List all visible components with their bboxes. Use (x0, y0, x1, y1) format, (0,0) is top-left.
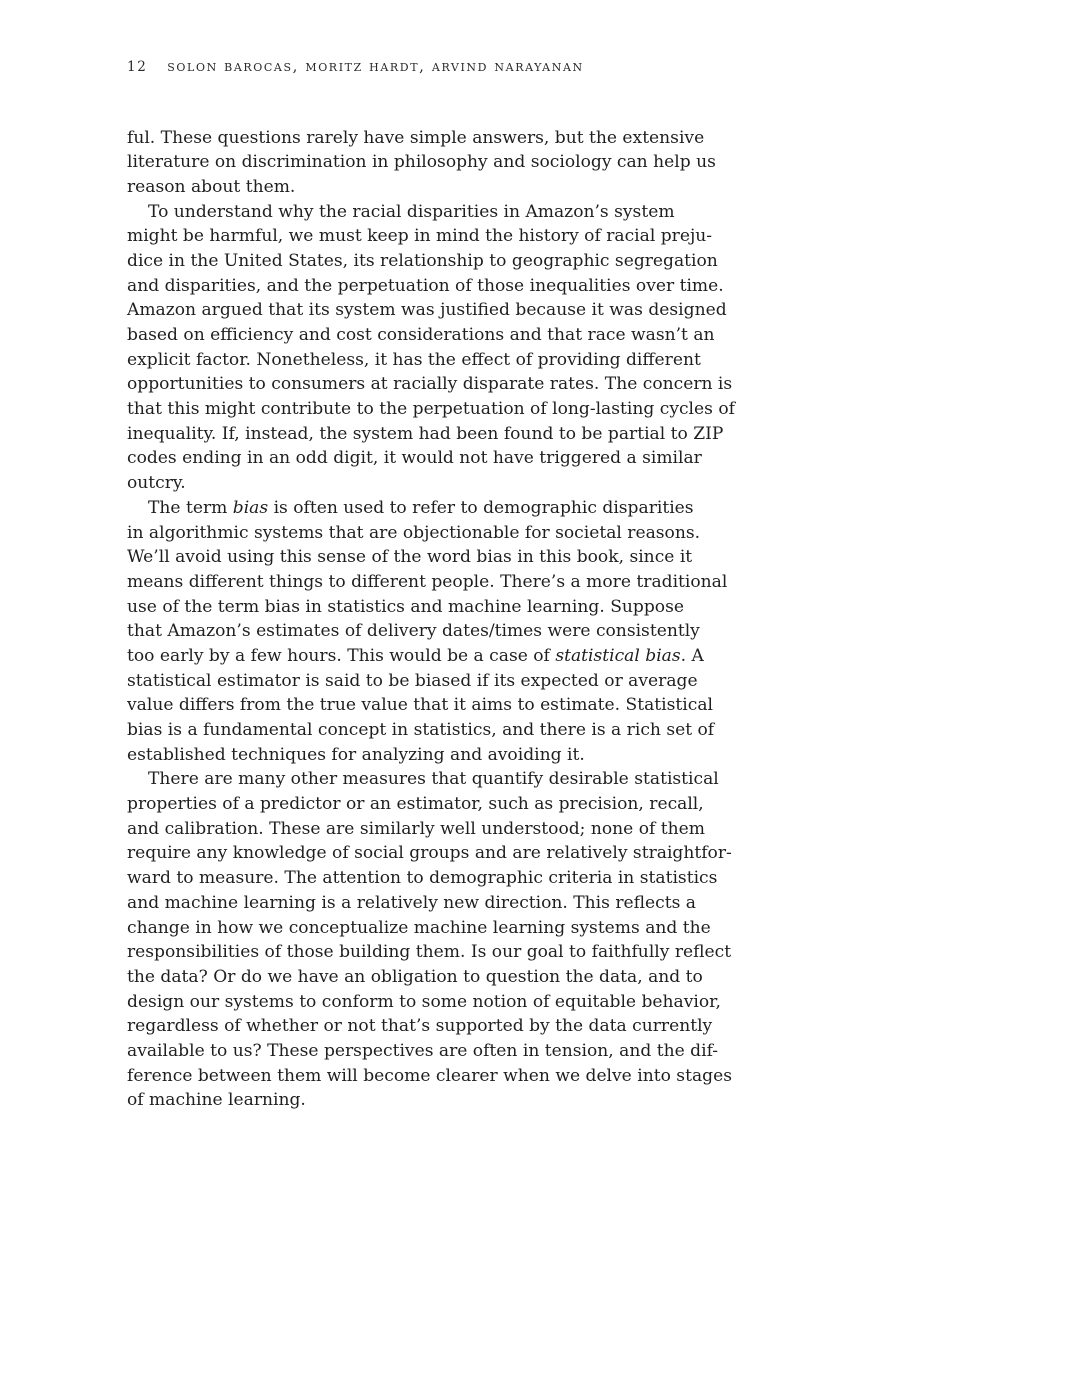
text-segment: The term (148, 497, 233, 518)
text-line (127, 644, 704, 669)
page-number: 12 (127, 59, 148, 75)
text-line: value differs from the true value that it aims to estimate. Statistical (127, 695, 713, 716)
paragraph (127, 496, 728, 768)
text-line: outcry. (127, 473, 186, 494)
text-line: ference between them will become clearer when we delve into stages (127, 1065, 732, 1086)
text-line: codes ending in an odd digit, it would not have triggered a similar (127, 448, 702, 469)
text-line (127, 496, 694, 521)
text-line: based on efficiency and cost considerations and that race wasn’t an (127, 325, 715, 345)
text-line: change in how we conceptualize machine learning systems and the (127, 917, 711, 938)
text-line: of machine learning. (127, 1090, 306, 1111)
text-line: explicit factor. Nonetheless, it has the effect of providing different (127, 349, 701, 370)
text-line: dice in the United States, its relationship to geographic segregation (127, 250, 718, 271)
text-line: responsibilities of those building them. Is our goal to faithfully reflect (127, 942, 732, 963)
text-line: reason about them. (127, 176, 296, 197)
text-line: and machine learning is a relatively new direction. This reflects a (127, 892, 696, 913)
text-line: statistical estimator is said to be biased if its expected or average (127, 670, 698, 691)
text-line: We’ll avoid using this sense of the word bias in this book, since it (127, 547, 693, 568)
text-line: means different things to different people. There’s a more traditional (127, 571, 728, 592)
text-line: There are many other measures that quantify desirable statistical (148, 769, 719, 790)
text-line: established techniques for analyzing and avoiding it. (127, 744, 585, 765)
text-segment: is often used to refer to demographic disparities (268, 497, 694, 518)
text-line: inequality. If, instead, the system had been found to be partial to ZIP (127, 423, 724, 444)
text-line: To understand why the racial disparities in Amazon’s system (148, 201, 675, 222)
text-line: literature on discrimination in philosophy and sociology can help us (127, 152, 716, 173)
emphasized-term: bias (232, 497, 269, 518)
paragraph (127, 200, 735, 496)
text-line: and disparities, and the perpetuation of those inequalities over time. (127, 275, 724, 296)
text-line: use of the term bias in statistics and machine learning. Suppose (127, 596, 684, 617)
text-line: opportunities to consumers at racially disparate rates. The concern is (127, 374, 733, 395)
running-header-authors: solon barocas, moritz hardt, arvind narayanan (167, 57, 584, 75)
body-text (127, 126, 735, 1114)
text-line: Amazon argued that its system was justified because it was designed (127, 300, 727, 321)
text-line: design our systems to conform to some notion of equitable behavior, (127, 991, 721, 1012)
text-line: in algorithmic systems that are objectionable for societal reasons. (127, 522, 701, 543)
text-line: the data? Or do we have an obligation to question the data, and to (127, 966, 703, 987)
text-line: available to us? These perspectives are often in tension, and the dif- (127, 1040, 719, 1061)
text-line: require any knowledge of social groups and are relatively straightfor- (127, 843, 732, 864)
text-line: bias is a fundamental concept in statistics, and there is a rich set of (127, 720, 715, 740)
text-line: properties of a predictor or an estimator, such as precision, recall, (127, 794, 704, 815)
text-line: that Amazon’s estimates of delivery dates/times were consistently (127, 621, 700, 642)
running-header (127, 57, 584, 75)
text-line: ward to measure. The attention to demographic criteria in statistics (127, 868, 718, 889)
text-line: regardless of whether or not that’s supported by the data currently (127, 1016, 713, 1037)
text-segment: too early by a few hours. This would be a case of (127, 645, 556, 666)
paragraph (127, 767, 732, 1113)
emphasized-term: statistical bias (555, 645, 681, 666)
text-line: and calibration. These are similarly well understood; none of them (127, 818, 705, 839)
paragraph (127, 126, 716, 200)
text-line: ful. These questions rarely have simple answers, but the extensive (127, 127, 705, 148)
text-line: might be harmful, we must keep in mind the history of racial preju- (127, 226, 713, 247)
text-segment: . A (680, 645, 704, 666)
text-line: that this might contribute to the perpetuation of long-lasting cycles of (127, 399, 735, 420)
